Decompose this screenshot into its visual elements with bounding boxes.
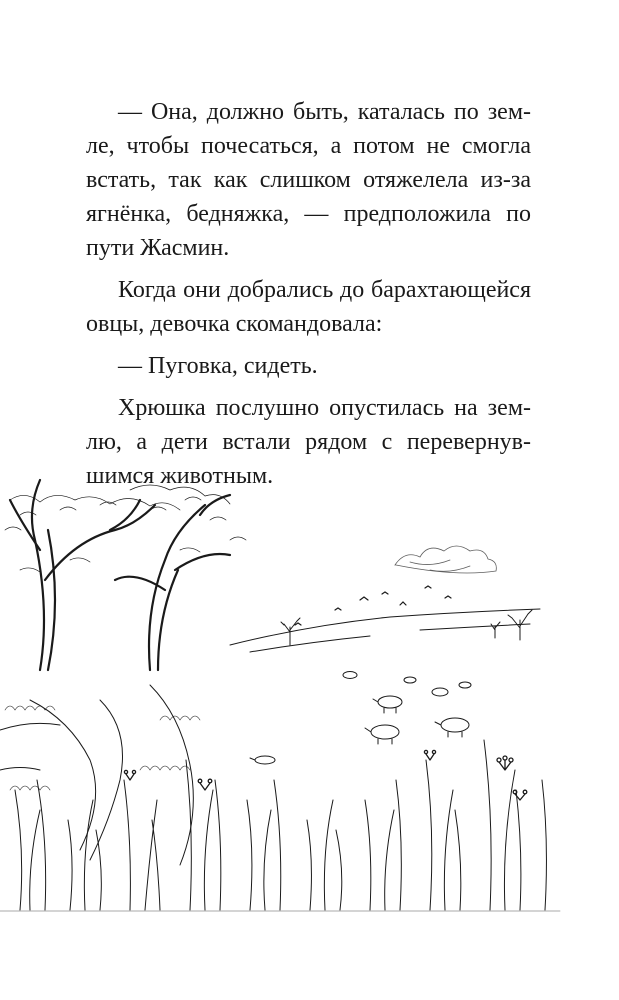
paragraph-2 <box>86 273 531 341</box>
text-line: — Она, должно быть, каталась по зем- <box>118 99 531 125</box>
country-path <box>0 685 193 865</box>
text-line: — Пуговка, сидеть. <box>118 353 318 379</box>
text-line: лю, а дети встали рядом с перевернув- <box>86 429 531 455</box>
distant-trees <box>281 610 532 645</box>
foreground-grass <box>15 740 546 910</box>
seed-heads <box>124 750 526 800</box>
horizon-hills <box>230 609 540 652</box>
sheep-flock <box>250 672 471 765</box>
paragraph-3 <box>86 349 531 383</box>
text-line: пути Жасмин. <box>86 235 230 261</box>
text-line: шимся животным. <box>86 463 274 489</box>
text-line: ле, чтобы почесаться, а потом не смогла <box>86 133 531 159</box>
hedge-scribbles <box>5 706 200 790</box>
page-text <box>86 95 531 493</box>
cloud-sketch <box>395 546 496 573</box>
text-line: ягнёнка, бедняжка, — предположила по <box>86 201 531 227</box>
text-line: Хрюшка послушно опустилась на зем- <box>118 395 531 421</box>
text-line: встать, так как слишком отяжелела из-за <box>86 167 531 193</box>
twisted-trees <box>10 480 230 670</box>
text-line: Когда они добрались до барахтающейся <box>118 277 531 303</box>
text-line: овцы, девочка скомандовала: <box>86 311 383 337</box>
tree-foliage <box>5 485 246 572</box>
meadow-sheep-trees-illustration <box>0 470 619 940</box>
paragraph-1 <box>86 95 531 265</box>
